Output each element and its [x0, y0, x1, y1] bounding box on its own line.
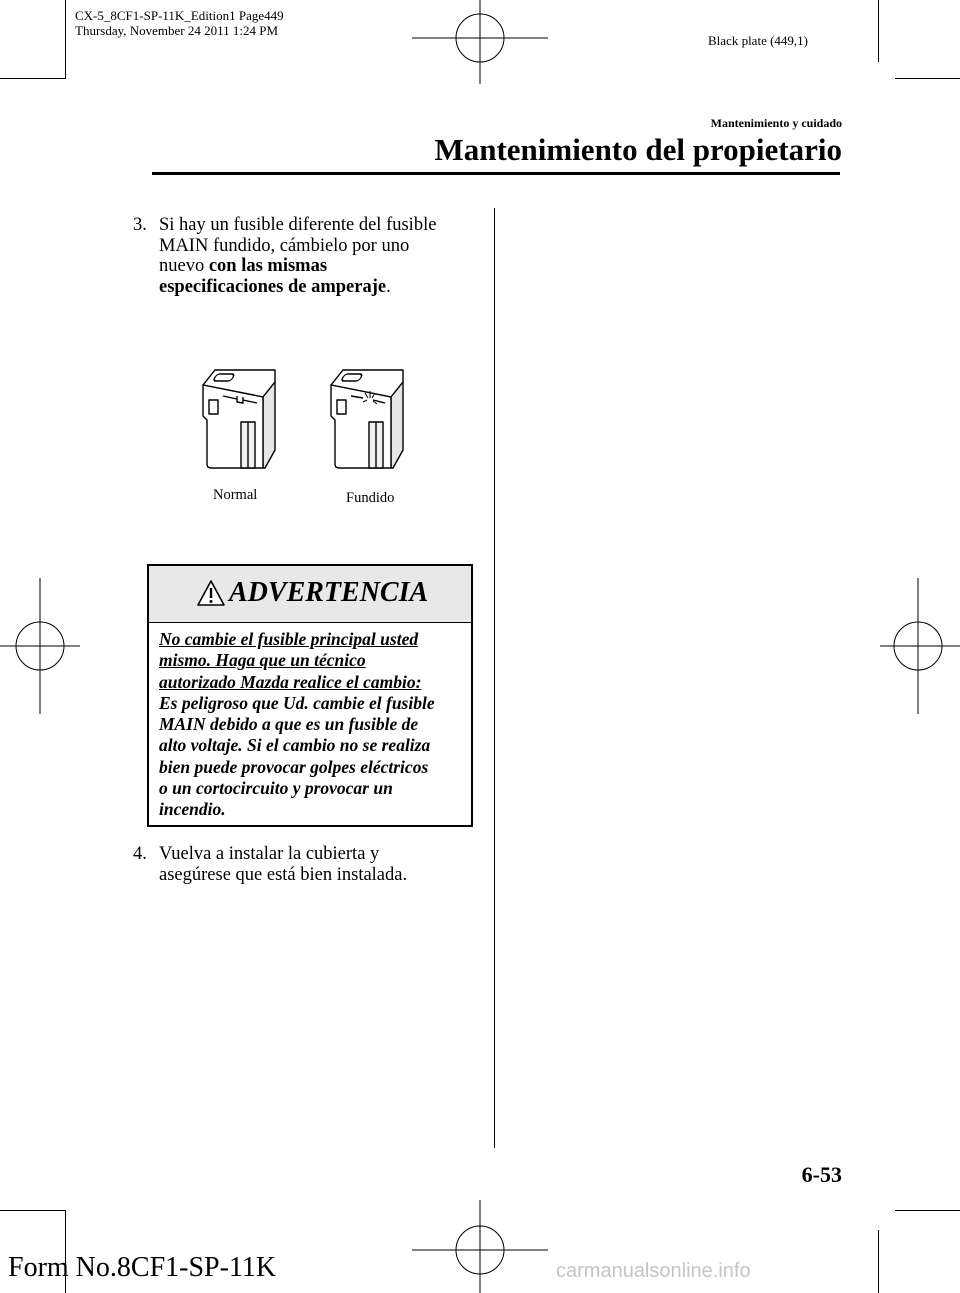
crop-mark [895, 78, 960, 79]
step-text-line: nuevo con las mismas [159, 256, 328, 276]
registration-mark-top [412, 0, 548, 84]
fuse-label-blown: Fundido [346, 490, 395, 506]
fuse-normal-icon [203, 370, 275, 468]
crop-mark [895, 1210, 960, 1211]
crop-mark [0, 1210, 66, 1211]
emphasis: con las mismas [208, 256, 328, 276]
step-text-line: asegúrese que está bien instalada. [159, 864, 408, 885]
fuse-blown-icon [331, 370, 403, 468]
registration-mark-left [0, 578, 80, 714]
fuse-illustration [195, 360, 415, 475]
step-number: 4. [133, 844, 147, 864]
warning-box [147, 564, 473, 827]
plate-date-line: Thursday, November 24 2011 1:24 PM [75, 23, 279, 38]
warning-line: incendio. [159, 799, 226, 820]
step-text-line: Vuelva a instalar la cubierta y [159, 844, 380, 864]
page-number: 6-53 [801, 1162, 842, 1187]
section-subtitle: Mantenimiento y cuidado [710, 116, 842, 130]
warning-line: alto voltaje. Si el cambio no se realiza [159, 735, 431, 756]
registration-mark-right [880, 578, 960, 714]
warning-line: mismo. Haga que un técnico [159, 650, 366, 671]
warning-text [149, 623, 471, 821]
plate-label: Black plate (449,1) [708, 33, 808, 48]
plate-file-line: CX-5_8CF1-SP-11K_Edition1 Page449 [75, 8, 284, 23]
warning-line: o un cortocircuito y provocar un [159, 778, 393, 799]
header-rule [152, 172, 840, 175]
watermark: carmanualsonline.info [556, 1260, 751, 1282]
warning-line: No cambie el fusible principal usted [159, 629, 419, 649]
section-title: Mantenimiento del propietario [434, 132, 842, 167]
warning-header [149, 566, 471, 623]
warning-line: bien puede provocar golpes eléctricos [159, 756, 429, 777]
crop-mark [65, 0, 66, 78]
fuse-label-normal: Normal [213, 487, 258, 503]
warning-triangle-icon [196, 579, 226, 607]
crop-mark [878, 0, 879, 62]
step-number: 3. [133, 215, 147, 235]
step-4 [133, 844, 483, 885]
warning-title: ADVERTENCIA [229, 577, 429, 608]
crop-mark [0, 78, 66, 79]
form-number: Form No.8CF1-SP-11K [8, 1252, 277, 1283]
crop-mark [878, 1230, 879, 1293]
warning-line: Es peligroso que Ud. cambie el fusible [159, 692, 435, 713]
plate-info [75, 8, 284, 38]
step-text-line: especificaciones de amperaje. [159, 276, 391, 297]
warning-line: autorizado Mazda realice el cambio: [159, 671, 422, 692]
warning-line: MAIN debido a que es un fusible de [159, 714, 419, 735]
step-text-line: Si hay un fusible diferente del fusible [159, 215, 437, 235]
step-3 [133, 215, 483, 297]
step-text-line: MAIN fundido, cámbielo por uno [159, 235, 410, 256]
emphasis: especificaciones de amperaje [159, 276, 387, 297]
registration-mark-bottom [412, 1200, 548, 1293]
column-divider [494, 208, 495, 1148]
